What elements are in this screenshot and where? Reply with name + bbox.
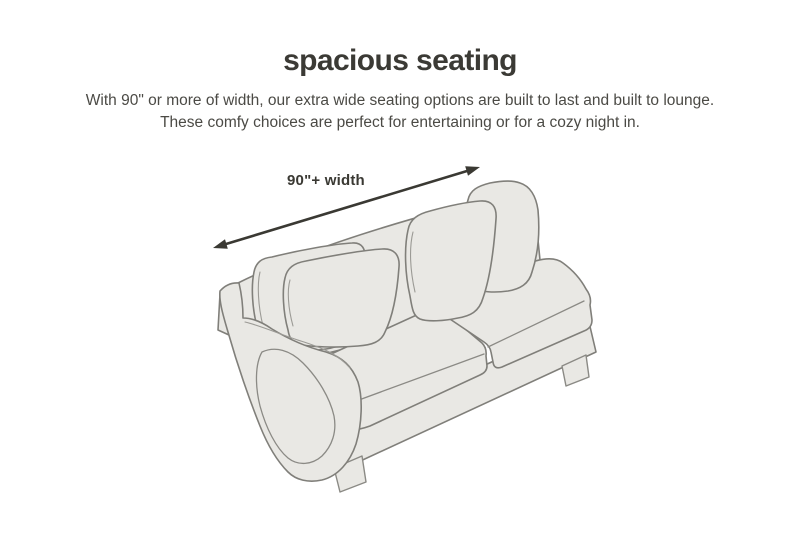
sofa-illustration xyxy=(218,181,596,492)
width-dimension-label: 90"+ width xyxy=(287,172,365,189)
back-pillow-left-front xyxy=(283,249,399,347)
page-title: spacious seating xyxy=(283,44,517,77)
arrow-head-right xyxy=(465,166,480,176)
arrow-head-left xyxy=(213,239,228,249)
description-line-2: These comfy choices are perfect for entertaining or for a cozy night in. xyxy=(160,113,640,131)
description-line-1: With 90" or more of width, our extra wide seating options are built to last and built to lounge. xyxy=(85,92,715,109)
